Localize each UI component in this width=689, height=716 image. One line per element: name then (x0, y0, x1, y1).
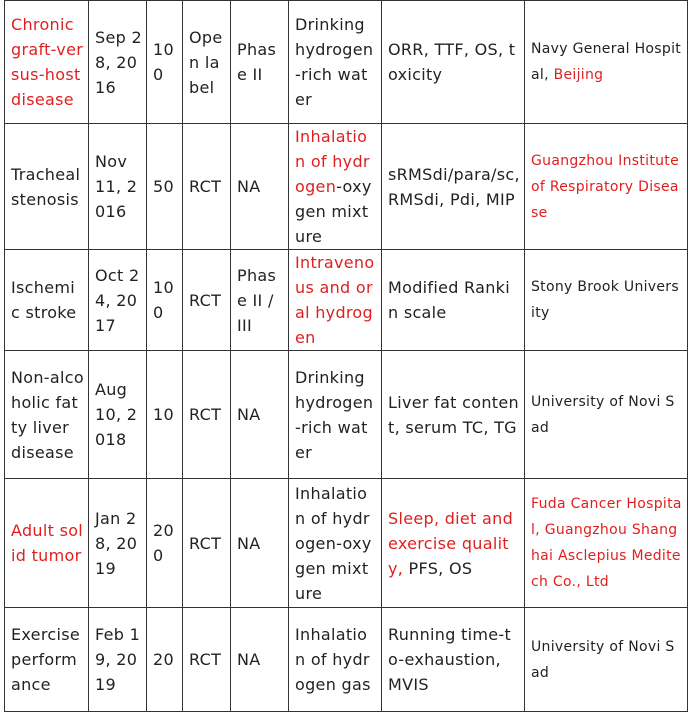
sample-size-cell: 100 (147, 250, 183, 351)
phase-cell: Phase II (231, 1, 289, 124)
condition-cell: Exercise performance (5, 608, 89, 712)
sample-size-cell: 10 (147, 351, 183, 479)
table-row (5, 1, 688, 124)
date-cell: Aug 10, 2018 (89, 351, 147, 479)
intervention-cell: Inhalation of hydrogen gas (289, 608, 382, 712)
outcomes-part: Sleep, diet and exercise quality, (388, 508, 514, 578)
design-cell: RCT (183, 608, 231, 712)
institution-cell: Fuda Cancer Hospital, Guangzhou Shanghai Asclepius Meditech Co., Ltd (525, 479, 688, 608)
intervention-part: Inhalation of hydrogen (295, 127, 370, 196)
table-row (5, 124, 688, 250)
phase-cell: NA (231, 351, 289, 479)
outcomes-cell: sRMSdi/para/sc, RMSdi, Pdi, MIP (382, 124, 525, 250)
date-cell: Oct 24, 2017 (89, 250, 147, 351)
condition-cell: Ischemic stroke (5, 250, 89, 351)
table-row (5, 250, 688, 351)
institution-cell: University of Novi Sad (525, 608, 688, 712)
intervention-cell (289, 124, 382, 250)
institution-part: Navy General Hospital, (531, 41, 682, 83)
date-cell: Nov 11, 2016 (89, 124, 147, 250)
intervention-cell: Inhalation of hydrogen-oxygen mixture (289, 479, 382, 608)
phase-cell: Phase II / III (231, 250, 289, 351)
design-cell: Open label (183, 1, 231, 124)
institution-cell: Guangzhou Institute of Respiratory Disease (525, 124, 688, 250)
design-cell: RCT (183, 124, 231, 250)
table-row (5, 479, 688, 608)
date-cell: Jan 28, 2019 (89, 479, 147, 608)
intervention-cell: Intravenous and oral hydrogen (289, 250, 382, 351)
condition-cell: Non-alcoholic fatty liver disease (5, 351, 89, 479)
institution-cell (525, 1, 688, 124)
sample-size-cell: 20 (147, 608, 183, 712)
design-cell: RCT (183, 351, 231, 479)
sample-size-cell: 100 (147, 1, 183, 124)
design-cell: RCT (183, 479, 231, 608)
intervention-part: -oxygen mixture (295, 177, 372, 246)
condition-cell: Chronic graft-versus-host disease (5, 1, 89, 124)
sample-size-cell: 200 (147, 479, 183, 608)
condition-cell: Tracheal stenosis (5, 124, 89, 250)
outcomes-cell: ORR, TTF, OS, toxicity (382, 1, 525, 124)
design-cell: RCT (183, 250, 231, 351)
outcomes-cell (382, 479, 525, 608)
outcomes-cell: Running time-to-exhaustion, MVIS (382, 608, 525, 712)
date-cell: Sep 28, 2016 (89, 1, 147, 124)
institution-cell: University of Novi Sad (525, 351, 688, 479)
sample-size-cell: 50 (147, 124, 183, 250)
condition-cell: Adult solid tumor (5, 479, 89, 608)
date-cell: Feb 19, 2019 (89, 608, 147, 712)
phase-cell: NA (231, 479, 289, 608)
phase-cell: NA (231, 124, 289, 250)
outcomes-part: PFS, OS (408, 558, 473, 578)
table-row (5, 608, 688, 712)
institution-part: Beijing (553, 67, 604, 83)
table-body (5, 1, 688, 712)
institution-cell: Stony Brook University (525, 250, 688, 351)
clinical-trials-table (4, 0, 688, 712)
intervention-cell: Drinking hydrogen-rich water (289, 1, 382, 124)
table-row (5, 351, 688, 479)
phase-cell: NA (231, 608, 289, 712)
outcomes-cell: Modified Rankin scale (382, 250, 525, 351)
intervention-cell: Drinking hydrogen-rich water (289, 351, 382, 479)
outcomes-cell: Liver fat content, serum TC, TG (382, 351, 525, 479)
